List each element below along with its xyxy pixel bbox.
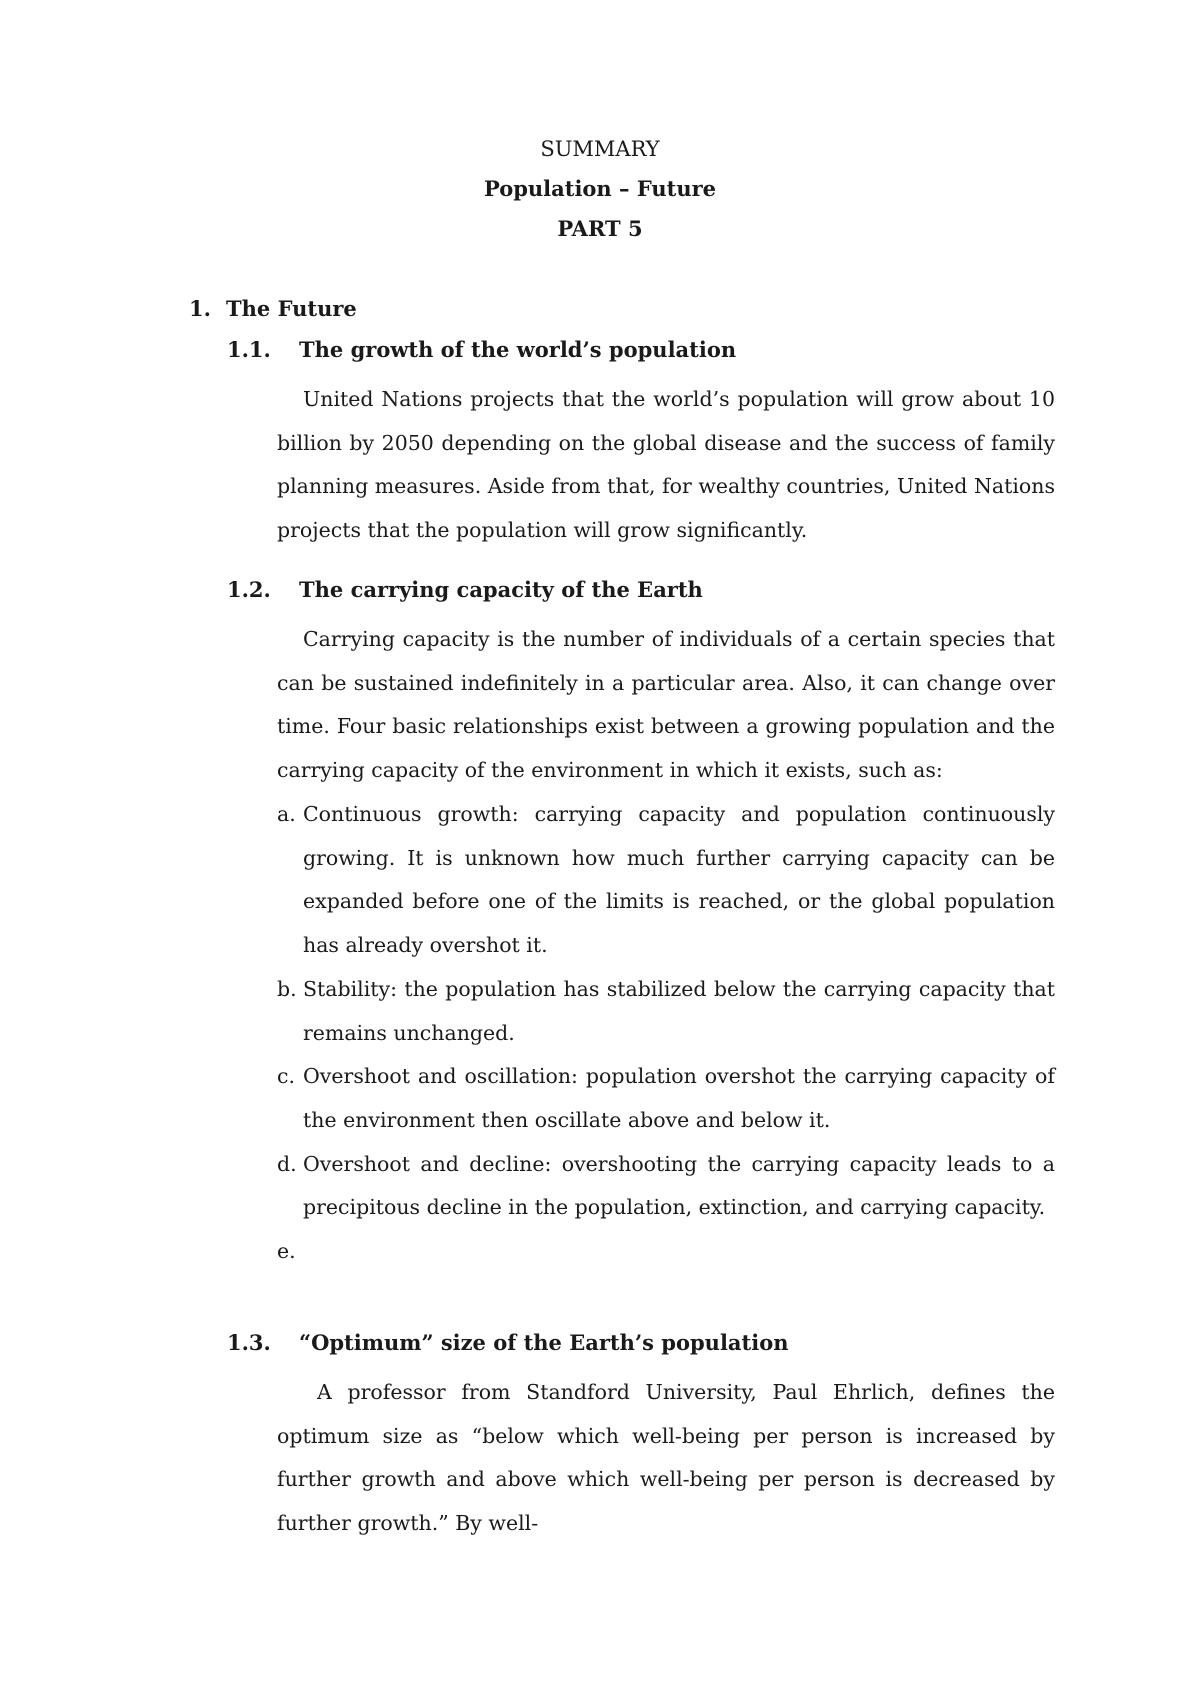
subsection-heading-1-3 — [227, 1328, 789, 1358]
subsection-number: 1.3. — [227, 1330, 271, 1355]
list-item — [277, 1143, 1055, 1230]
list-item — [277, 793, 1055, 968]
list-item-text: Stability: the population has stabilized below the carrying capacity that remains unchanged. — [303, 976, 1055, 1045]
list-marker: a. — [277, 802, 296, 826]
subsection-number: 1.2. — [227, 577, 271, 602]
list-item-text — [303, 1239, 310, 1263]
subsection-title: The growth of the world’s population — [299, 337, 737, 362]
list-item — [277, 968, 1055, 1055]
subsection-title: “Optimum” size of the Earth’s population — [299, 1330, 789, 1355]
section-title: The Future — [226, 296, 357, 321]
paragraph-optimum-size: A professor from Standford University, Paul Ehrlich, defines the optimum size as “below which well-being per person is increased by further growth and above which well-being per person is decreased by further growth.” By well- — [277, 1380, 1055, 1536]
paragraph-population-growth: United Nations projects that the world’s population will grow about 10 billion by 2050 depending on the global disease and the success of family planning measures. Aside from that, for wealthy countries, United Nations projects that the population will grow significantly. — [277, 387, 1055, 543]
document-subtitle: Population – Future — [483, 176, 717, 201]
section-number: 1. — [189, 296, 211, 321]
paragraph-carrying-capacity: Carrying capacity is the number of individuals of a certain species that can be sustained indefinitely in a particular area. Also, it can change over time. Four basic relationships exist between a growing population and the carrying capacity of the environment in which it exists, such as: — [277, 627, 1055, 783]
list-marker: c. — [277, 1064, 295, 1089]
list-marker: e. — [277, 1239, 296, 1264]
list-marker: d. — [277, 1151, 297, 1176]
list-marker: b. — [277, 976, 297, 1001]
list-item-text: Overshoot and decline: overshooting the carrying capacity leads to a precipitous decline in the population, extinction, and carrying capacity. — [303, 1151, 1055, 1220]
subsection-number: 1.1. — [227, 337, 271, 362]
list-item — [277, 1230, 1055, 1274]
list-item — [277, 1055, 1055, 1142]
subsection-title: The carrying capacity of the Earth — [299, 577, 703, 602]
subsection-heading-1-1 — [227, 335, 736, 365]
list-item-text: Overshoot and oscillation: population overshot the carrying capacity of the environment then oscillate above and below it. — [303, 1064, 1055, 1132]
list-item-text: Continuous growth: carrying capacity and population continuously growing. It is unknown how much further carrying capacity can be expanded before one of the limits is reached, or the global population has already overshot it. — [303, 802, 1055, 958]
section-heading-1 — [189, 294, 357, 324]
document-part-label: PART 5 — [557, 216, 643, 241]
relationship-list — [277, 793, 1055, 1274]
document-title-summary: SUMMARY — [540, 137, 660, 161]
subsection-heading-1-2 — [227, 575, 703, 605]
